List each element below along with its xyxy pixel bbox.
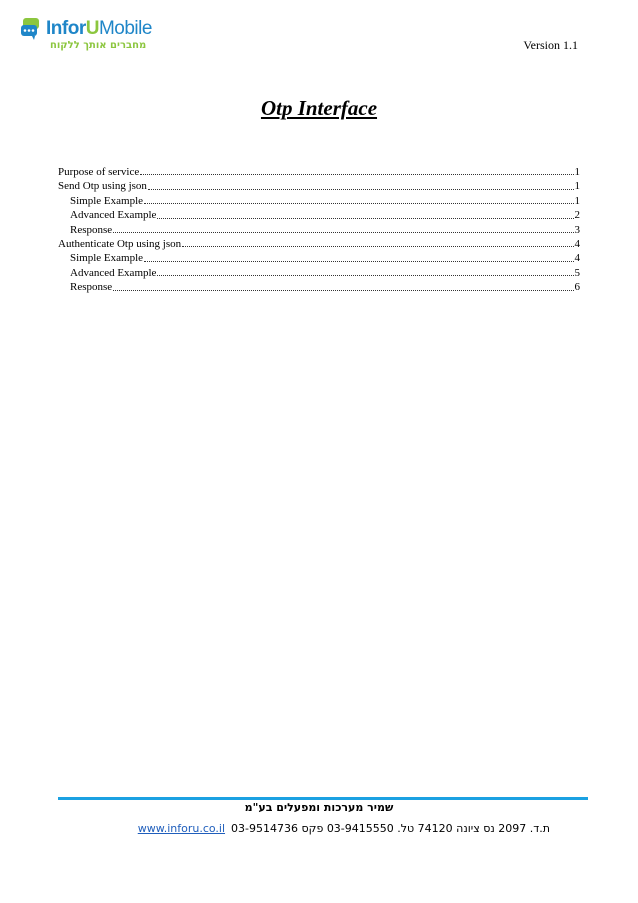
toc-entry-label: Authenticate Otp using json (58, 237, 182, 250)
toc-entry-label: Purpose of service (58, 165, 140, 178)
footer-address: ת.ד. 2097 נס ציונה 74120 טל. 03-9415550 פקס 03-9514736 (231, 822, 550, 835)
toc-entry-label: Response (70, 281, 113, 294)
footer-website-link[interactable]: www.inforu.co.il (137, 822, 226, 835)
toc-entry-page-number: 3 (574, 223, 580, 236)
toc-leader-dots (148, 189, 574, 190)
document-title: Otp Interface (260, 96, 378, 120)
toc-entry[interactable] (58, 237, 580, 251)
logo-part-u: U (85, 18, 99, 39)
toc-entry-label: Send Otp using json (58, 180, 147, 193)
toc-entry-page-number: 2 (574, 209, 580, 222)
toc-entry-label: Advanced Example (70, 209, 157, 222)
toc-leader-dots (157, 275, 573, 276)
toc-entry-label: Simple Example (70, 252, 144, 265)
toc-leader-dots (144, 261, 573, 262)
table-of-contents (58, 165, 580, 295)
toc-entry-page-number: 6 (574, 281, 580, 294)
footer-company-name: שמיר מערכות ומפעלים בע"מ (244, 801, 394, 814)
toc-entry[interactable] (58, 194, 580, 208)
company-logo (20, 16, 170, 56)
toc-entry[interactable] (58, 266, 580, 280)
toc-entry[interactable] (58, 179, 580, 193)
toc-entry[interactable] (58, 165, 580, 179)
logo-tagline: מחברים אותך ללקוח (50, 40, 147, 51)
version-label: Version 1.1 (523, 38, 578, 52)
toc-leader-dots (113, 290, 573, 291)
toc-leader-dots (144, 203, 573, 204)
toc-entry-page-number: 1 (574, 180, 580, 193)
toc-entry-label: Simple Example (70, 194, 144, 207)
toc-entry-page-number: 5 (574, 266, 580, 279)
chat-bubbles-icon (20, 16, 46, 42)
toc-entry-page-number: 1 (574, 165, 580, 178)
toc-entry-page-number: 4 (574, 237, 580, 250)
toc-entry-label: Advanced Example (70, 266, 157, 279)
logo-wordmark (46, 16, 152, 42)
toc-entry[interactable] (58, 208, 580, 222)
logo-part-mobile: Mobile (98, 18, 152, 39)
toc-entry[interactable] (58, 280, 580, 294)
toc-leader-dots (157, 218, 573, 219)
toc-entry-page-number: 1 (574, 194, 580, 207)
toc-leader-dots (140, 174, 573, 175)
toc-leader-dots (113, 232, 573, 233)
toc-entry[interactable] (58, 251, 580, 265)
toc-entry-page-number: 4 (574, 252, 580, 265)
toc-entry[interactable] (58, 223, 580, 237)
footer-divider (58, 797, 588, 800)
footer-contact (138, 822, 550, 835)
toc-entry-label: Response (70, 223, 113, 236)
toc-leader-dots (182, 246, 573, 247)
logo-part-infor: Infor (46, 18, 86, 39)
